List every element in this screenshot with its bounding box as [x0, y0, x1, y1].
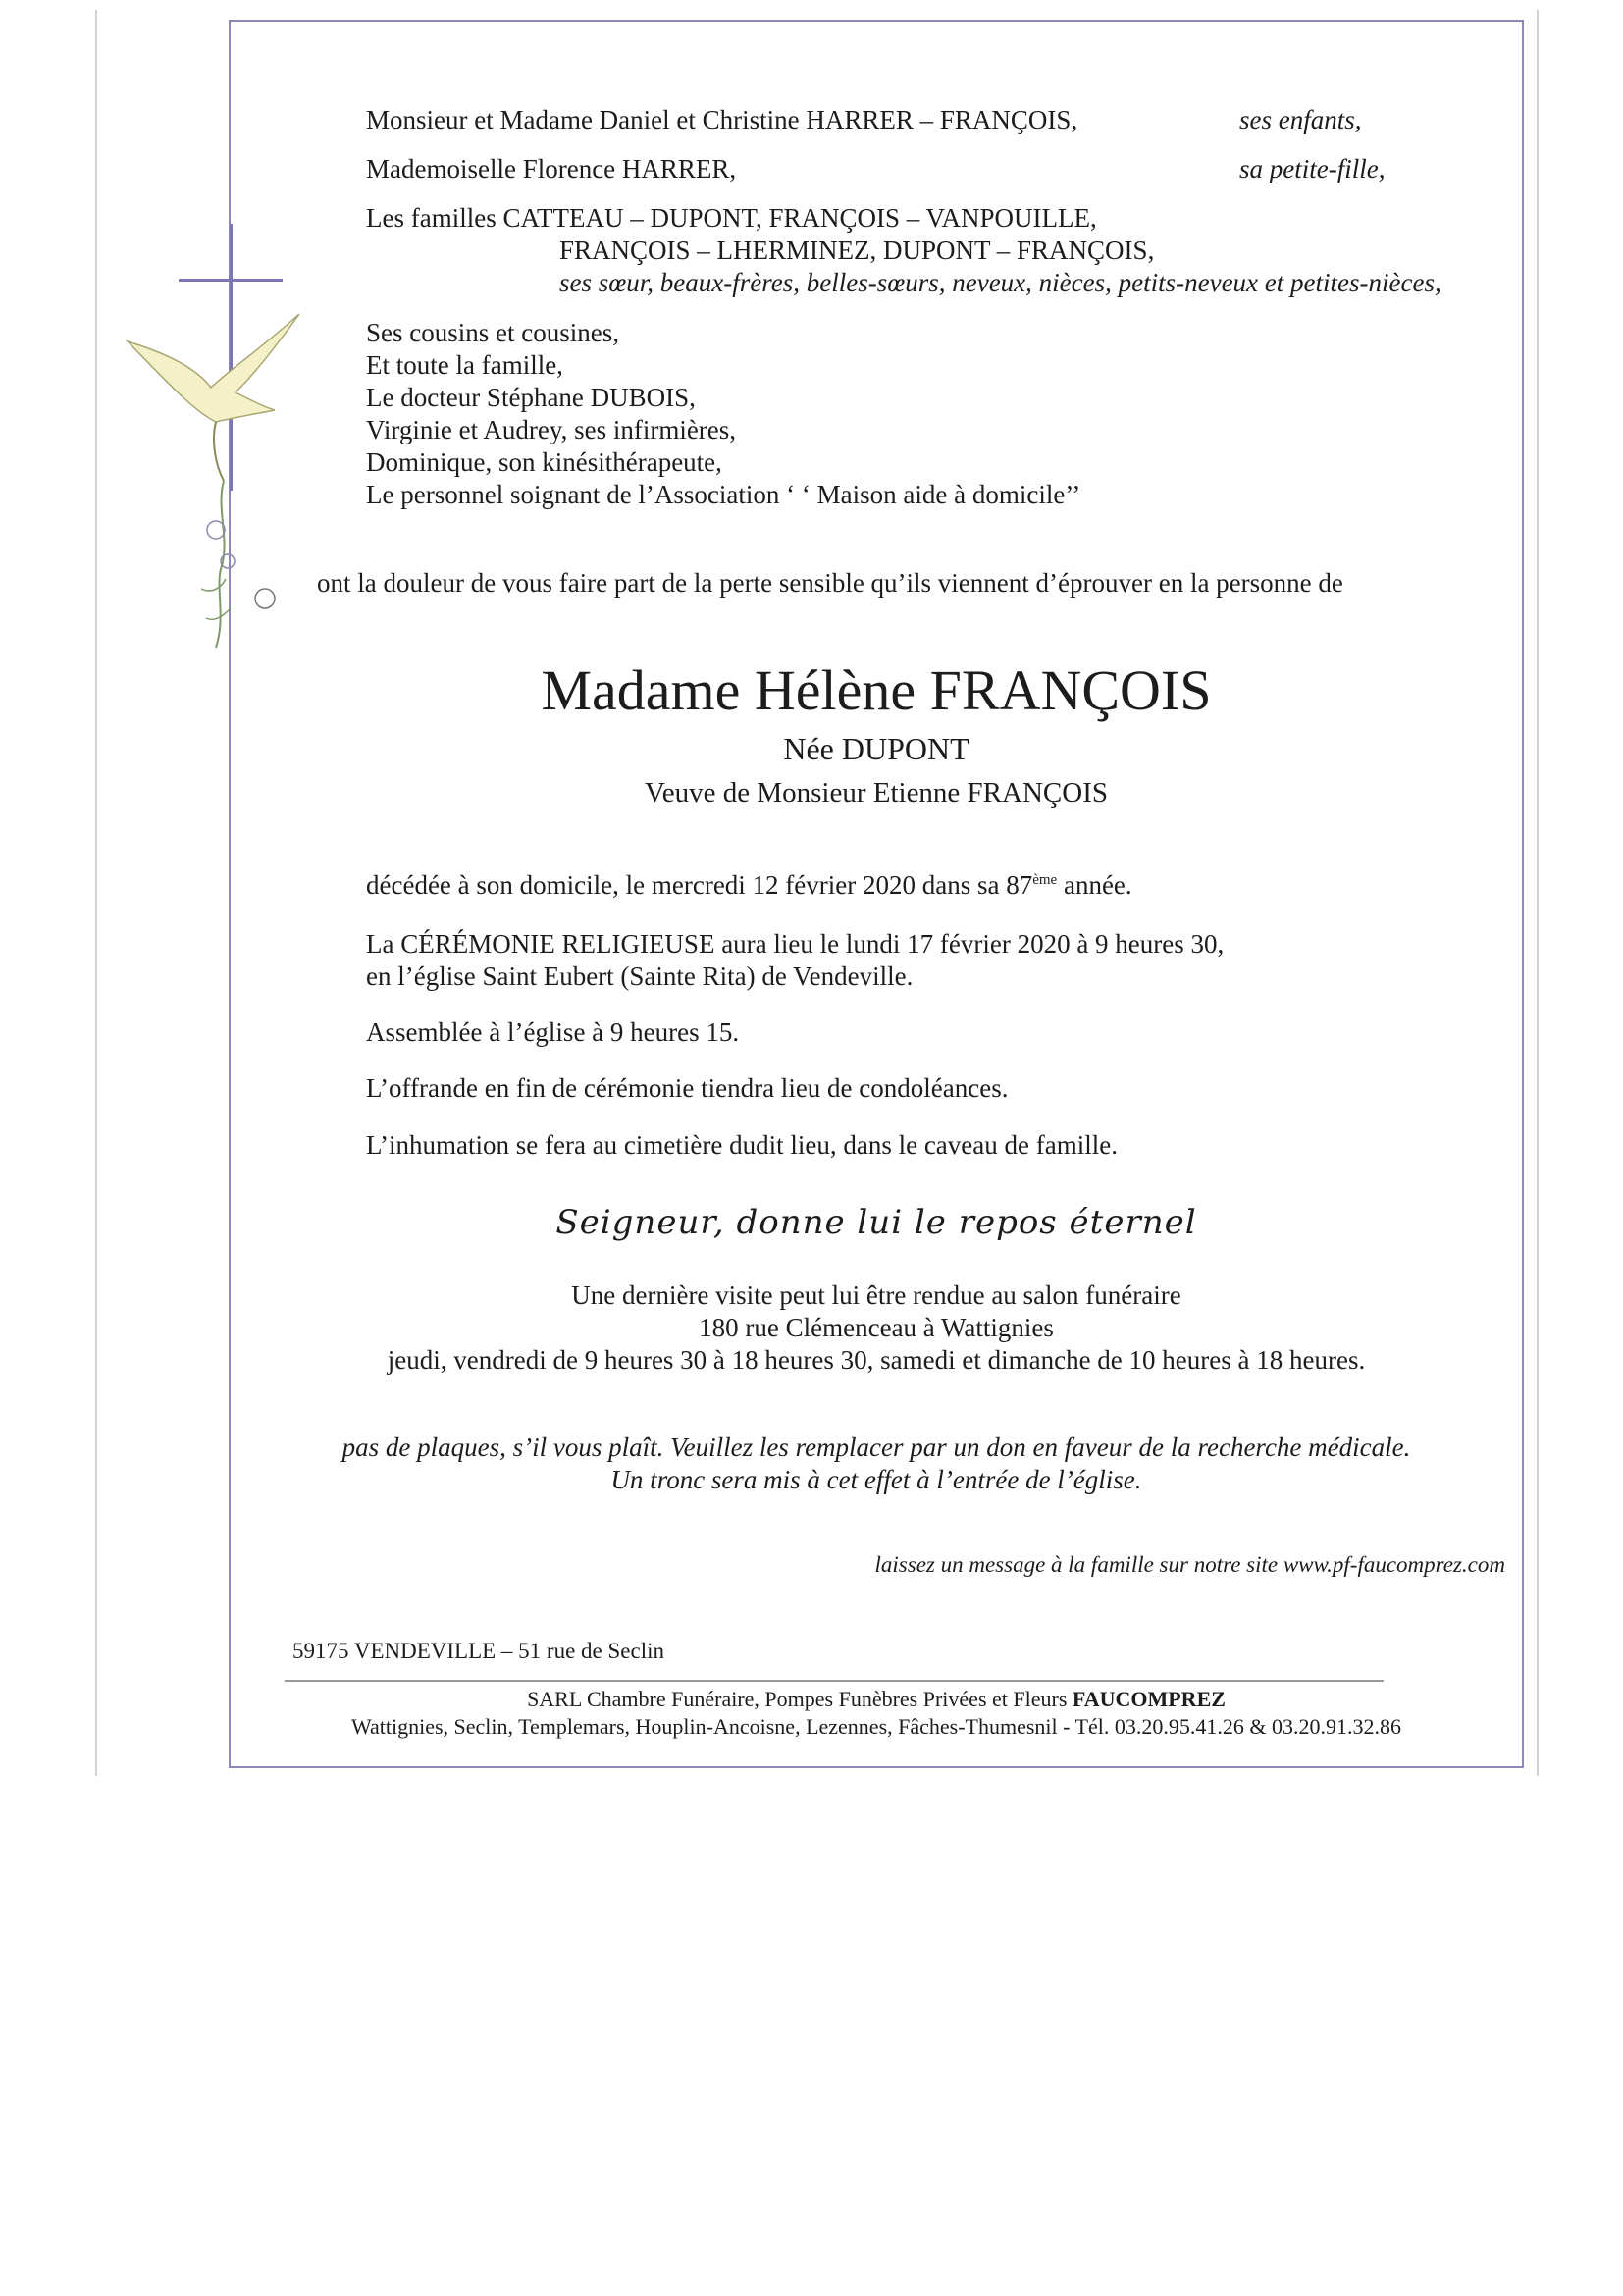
deceased-widow-of: Veuve de Monsieur Etienne FRANÇOIS: [644, 777, 1108, 809]
deceased-birth-name: Née DUPONT: [783, 731, 969, 766]
request-line-1: pas de plaques, s’il vous plaît. Veuillez les remplacer par un don en faveur de la recherche médicale.: [341, 1433, 1411, 1462]
footer-divider: [285, 1680, 1384, 1682]
burial-note: L’inhumation se fera au cimetière dudit lieu, dans le caveau de famille.: [366, 1130, 1118, 1160]
website-note: laissez un message à la famille sur notre site www.pf-faucomprez.com: [874, 1552, 1505, 1577]
children-names: Monsieur et Madame Daniel et Christine HARRER – FRANÇOIS,: [366, 105, 1078, 134]
visit-line-1: Une dernière visite peut lui être rendue au salon funéraire: [571, 1280, 1181, 1310]
footer-towns-phones: Wattignies, Seclin, Templemars, Houplin-Ancoisne, Lezennes, Fâches-Thumesnil - Tél. 03.20.95.41.26 & 03.20.91.32.86: [350, 1714, 1402, 1739]
visit-hours: jeudi, vendredi de 9 heures 30 à 18 heures 30, samedi et dimanche de 10 heures à 18 heures.: [387, 1345, 1366, 1375]
address: 59175 VENDEVILLE – 51 rue de Seclin: [292, 1639, 664, 1663]
granddaughter-name: Mademoiselle Florence HARRER,: [366, 154, 737, 183]
others-line-4: Virginie et Audrey, ses infirmières,: [366, 415, 737, 444]
footer-company-name: FAUCOMPREZ: [1072, 1687, 1226, 1711]
scan-edge-right: [1537, 10, 1539, 1776]
assembly-time: Assemblée à l’église à 9 heures 15.: [366, 1018, 740, 1047]
dove-icon: [118, 294, 314, 667]
footer-company-text: SARL Chambre Funéraire, Pompes Funèbres Privées et Fleurs: [527, 1687, 1073, 1711]
others-line-1: Ses cousins et cousines,: [366, 318, 619, 347]
footer-company: [229, 1686, 1524, 1713]
others-line-2: Et toute la famille,: [366, 350, 563, 380]
others-line-3: Le docteur Stéphane DUBOIS,: [366, 383, 696, 412]
families-line-2: FRANÇOIS – LHERMINEZ, DUPONT – FRANÇOIS,: [559, 235, 1155, 265]
ordinal-suffix: ème: [1032, 872, 1058, 888]
scan-edge-left: [95, 10, 97, 1776]
offering-note: L’offrande en fin de cérémonie tiendra lieu de condoléances.: [366, 1073, 1009, 1103]
death-statement: [366, 868, 1132, 902]
children-relation: ses enfants,: [1239, 105, 1362, 134]
granddaughter-relation: sa petite-fille,: [1239, 154, 1386, 183]
prayer-text: Seigneur, donne lui le repos éternel: [555, 1203, 1197, 1242]
death-statement-end: année.: [1057, 870, 1132, 900]
ceremony-line-2: en l’église Saint Eubert (Sainte Rita) de Vendeville.: [366, 962, 914, 991]
families-relation: ses sœur, beaux-frères, belles-sœurs, neveux, nièces, petits-neveux et petites-nièces,: [559, 268, 1441, 297]
announcement: ont la douleur de vous faire part de la perte sensible qu’ils viennent d’éprouver en la personne de: [317, 568, 1343, 598]
request-line-2: Un tronc sera mis à cet effet à l’entrée de l’église.: [610, 1465, 1142, 1494]
visit-line-2: 180 rue Clémenceau à Wattignies: [699, 1313, 1054, 1342]
deceased-name: Madame Hélène FRANÇOIS: [541, 658, 1212, 722]
cross-icon-bar: [179, 279, 283, 282]
others-line-5: Dominique, son kinésithérapeute,: [366, 447, 722, 477]
families-line-1: Les familles CATTEAU – DUPONT, FRANÇOIS – VANPOUILLE,: [366, 203, 1097, 233]
ceremony-line-1: La CÉRÉMONIE RELIGIEUSE aura lieu le lundi 17 février 2020 à 9 heures 30,: [366, 929, 1225, 959]
others-line-6: Le personnel soignant de l’Association ‘ ‘ Maison aide à domicile’’: [366, 480, 1081, 509]
death-statement-text: décédée à son domicile, le mercredi 12 février 2020 dans sa 87: [366, 870, 1033, 900]
